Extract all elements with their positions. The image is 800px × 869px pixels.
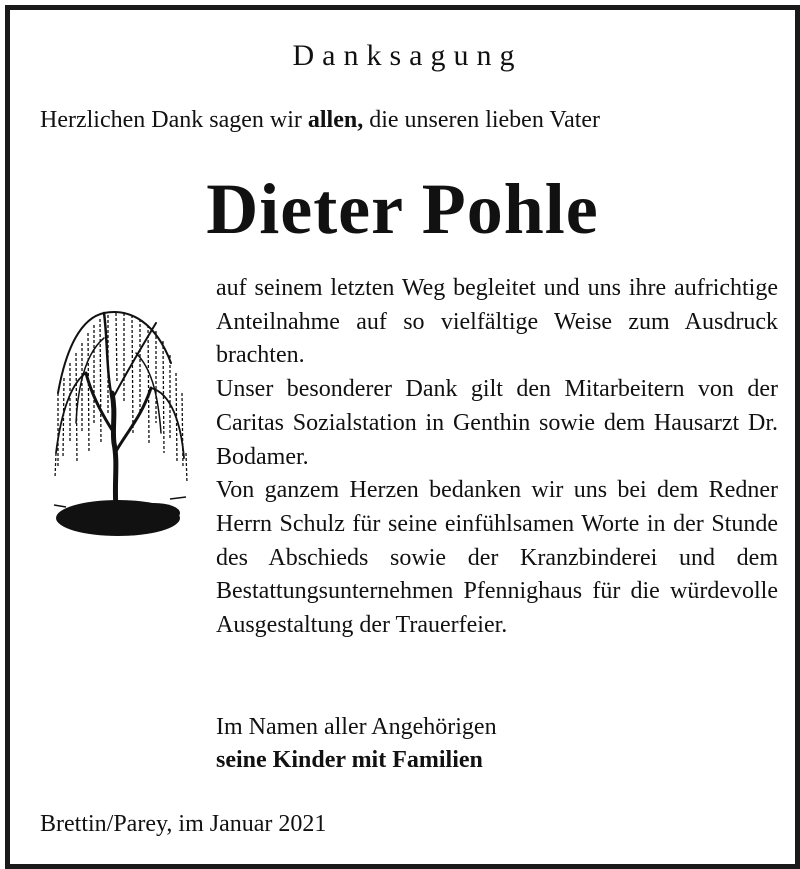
intro-before: Herzlichen Dank sagen wir xyxy=(40,107,308,133)
paragraph-2: Unser besonderer Dank gilt den Mitarbeitern von der Caritas Sozialstation in Genthin sowie dem Hausarzt Dr. Bodamer. xyxy=(216,376,778,470)
place-date: Brettin/Parey, im Januar 2021 xyxy=(40,811,327,837)
signoff-line: Im Namen aller Angehörigen xyxy=(216,714,497,740)
paragraph-3: Von ganzem Herzen bedanken wir uns bei dem Redner Herrn Schulz für seine einfühlsamen Worte in der Stunde des Abschieds sowie der Kranzbinderei und dem Bestattungsunternehmen Pfennighaus für die würdevolle Ausgestaltung der Trauerfeier. xyxy=(216,477,778,639)
signoff xyxy=(216,711,497,777)
paragraph-1: auf seinem letzten Weg begleitet und uns ihre aufrichtige Anteilnahme auf so vielfältige Weise zum Ausdruck brachten. xyxy=(216,275,778,369)
deceased-name: Dieter Pohle xyxy=(206,169,599,249)
intro-emphasis: allen, xyxy=(307,107,364,133)
notice-body xyxy=(216,272,778,643)
notice-heading: Danksagung xyxy=(292,39,523,72)
intro-after: die unseren lieben Vater xyxy=(363,107,601,133)
notice-frame xyxy=(5,5,800,869)
intro-line xyxy=(40,107,600,134)
signoff-family: seine Kinder mit Familien xyxy=(216,747,483,773)
weeping-willow-icon xyxy=(46,293,196,553)
